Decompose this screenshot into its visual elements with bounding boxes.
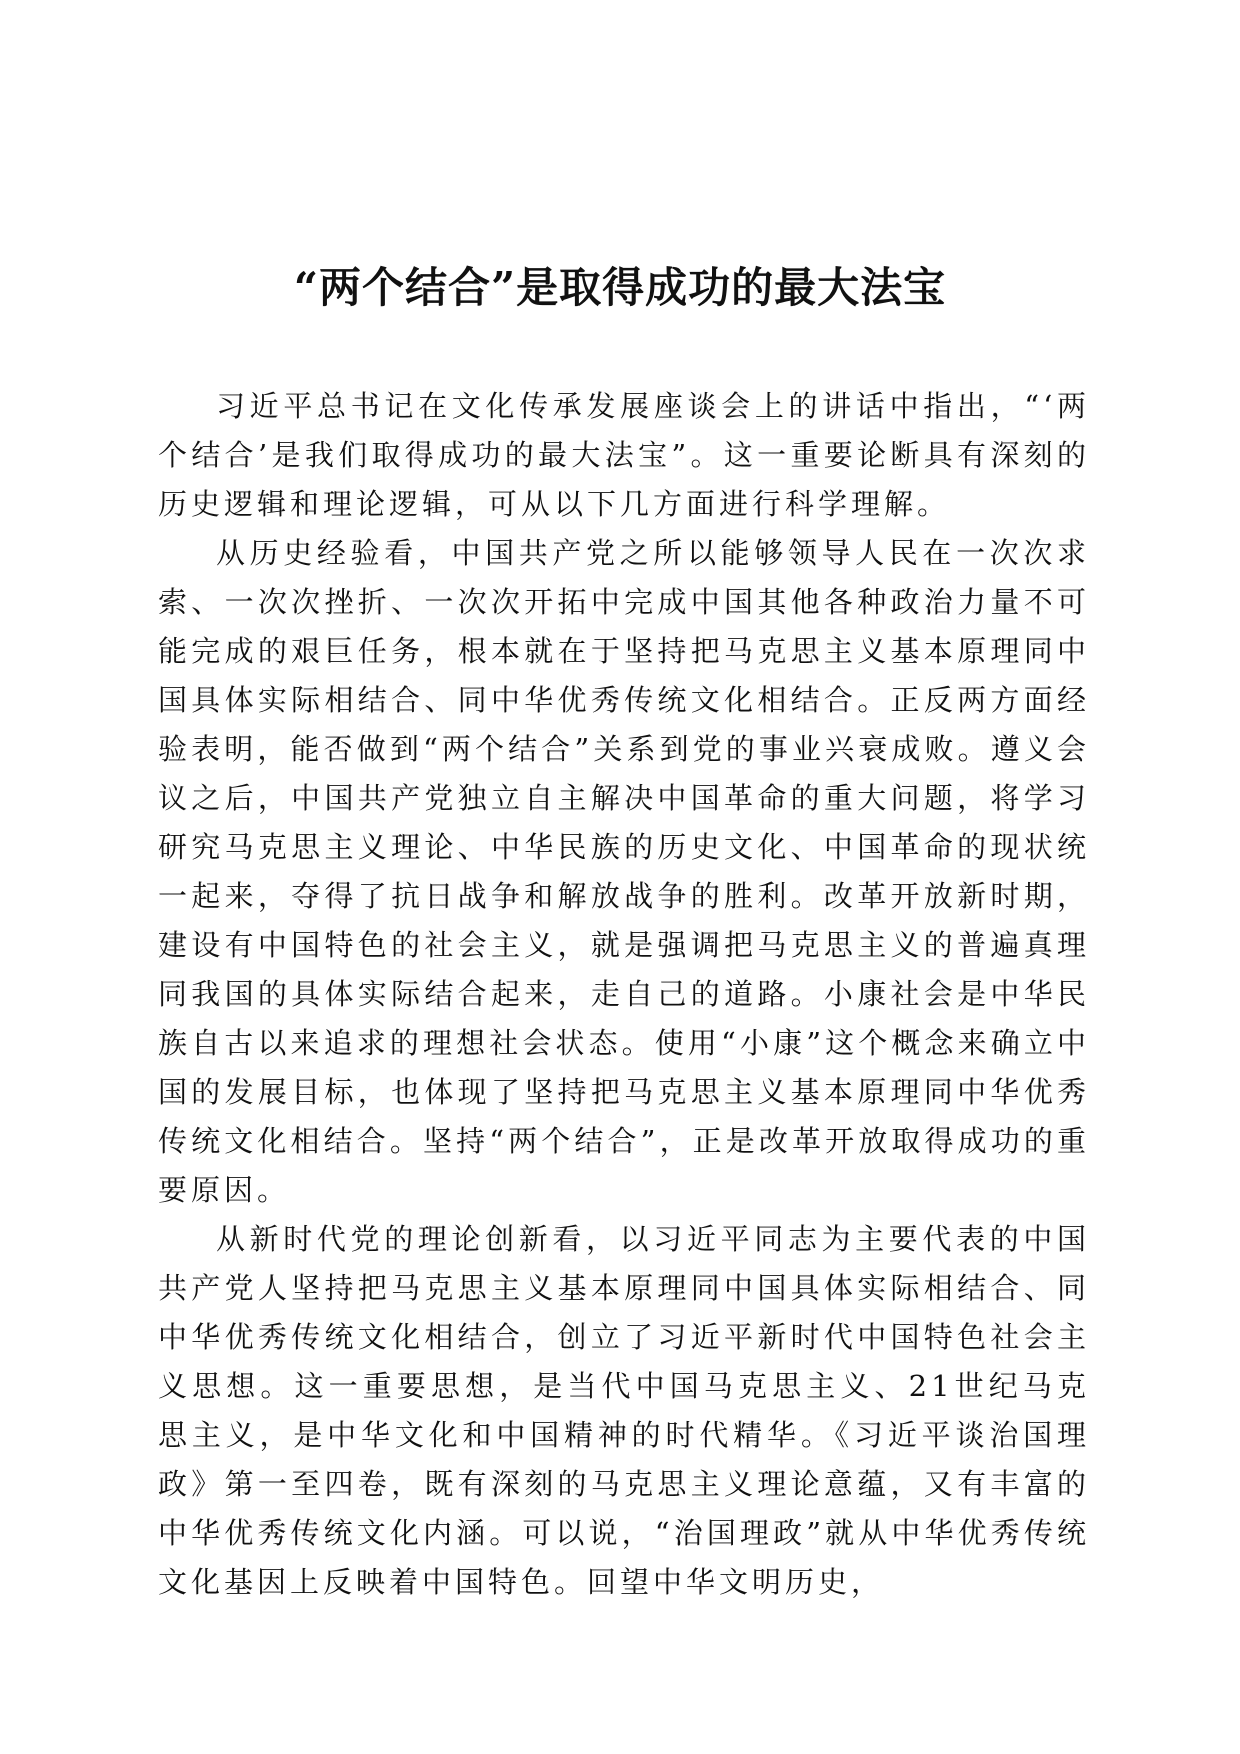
paragraph-3: 从新时代党的理论创新看，以习近平同志为主要代表的中国共产党人坚持把马克思主义基本原理同中国具体实际相结合、同中华优秀传统文化相结合，创立了习近平新时代中国特色社会主义思想。这一重要思想，是当代中国马克思主义、21世纪马克思主义，是中华文化和中国精神的时代精华。《习近平谈治国理政》第一至四卷，既有深刻的马克思主义理论意蕴，又有丰富的中华优秀传统文化内涵。可以说，“治国理政”就从中华优秀传统文化基因上反映着中国特色。回望中华文明历史， [158, 1222, 1090, 1599]
paragraph-2: 从历史经验看，中国共产党之所以能够领导人民在一次次求索、一次次挫折、一次次开拓中完成中国其他各种政治力量不可能完成的艰巨任务，根本就在于坚持把马克思主义基本原理同中国具体实际相结合、同中华优秀传统文化相结合。正反两方面经验表明，能否做到“两个结合”关系到党的事业兴衰成败。遵义会议之后，中国共产党独立自主解决中国革命的重大问题，将学习研究马克思主义理论、中华民族的历史文化、中国革命的现状统一起来，夺得了抗日战争和解放战争的胜利。改革开放新时期，建设有中国特色的社会主义，就是强调把马克思主义的普遍真理同我国的具体实际结合起来，走自己的道路。小康社会是中华民族自古以来追求的理想社会状态。使用“小康”这个概念来确立中国的发展目标，也体现了坚持把马克思主义基本原理同中华优秀传统文化相结合。坚持“两个结合”，正是改革开放取得成功的重要原因。 [158, 536, 1090, 1207]
document-body [158, 382, 1090, 1607]
document-title: “两个结合”是取得成功的最大法宝 [293, 263, 947, 312]
paragraph-1: 习近平总书记在文化传承发展座谈会上的讲话中指出，“‘两个结合’是我们取得成功的最大法宝”。这一重要论断具有深刻的历史逻辑和理论逻辑，可从以下几方面进行科学理解。 [158, 389, 1090, 521]
